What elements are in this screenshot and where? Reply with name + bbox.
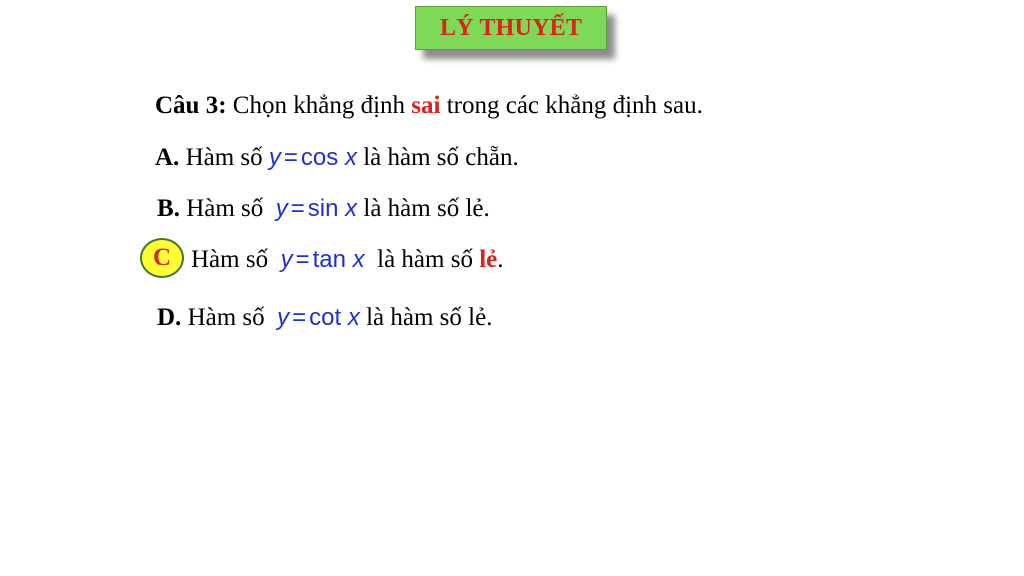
option-a[interactable] — [155, 143, 519, 173]
question-line — [155, 91, 703, 121]
option-a-formula: y = cos x — [268, 144, 357, 171]
option-a-letter: A. — [155, 144, 180, 171]
option-c-formula: y = tan x — [280, 246, 365, 273]
option-b[interactable] — [157, 194, 490, 224]
option-a-prefix: Hàm số — [185, 144, 263, 171]
page-title: LÝ THUYẾT — [415, 6, 607, 50]
option-d-suffix: là hàm số lẻ. — [366, 304, 493, 331]
option-c[interactable] — [191, 245, 504, 275]
option-d-prefix: Hàm số — [187, 304, 265, 331]
option-c-suffix: là hàm số — [377, 246, 473, 273]
option-d[interactable] — [157, 303, 492, 333]
option-c-prefix: Hàm số — [191, 246, 269, 273]
option-b-letter: B. — [157, 195, 180, 222]
option-b-prefix: Hàm số — [186, 195, 264, 222]
option-c-answer-circle[interactable]: C — [140, 238, 184, 278]
question-text-after: trong các khẳng định sau. — [446, 92, 703, 119]
option-c-highlight: lẻ — [479, 246, 498, 273]
question-label: Câu 3: — [155, 92, 227, 119]
question-text-before: Chọn khẳng định — [232, 92, 406, 119]
question-highlight: sai — [411, 92, 441, 119]
option-d-formula: y = cot x — [277, 304, 360, 331]
option-b-suffix: là hàm số lẻ. — [363, 195, 490, 222]
option-a-suffix: là hàm số chẵn. — [363, 144, 519, 171]
option-b-formula: y = sin x — [275, 195, 358, 222]
option-c-suffix-end: . — [497, 246, 504, 273]
option-d-letter: D. — [157, 304, 182, 331]
